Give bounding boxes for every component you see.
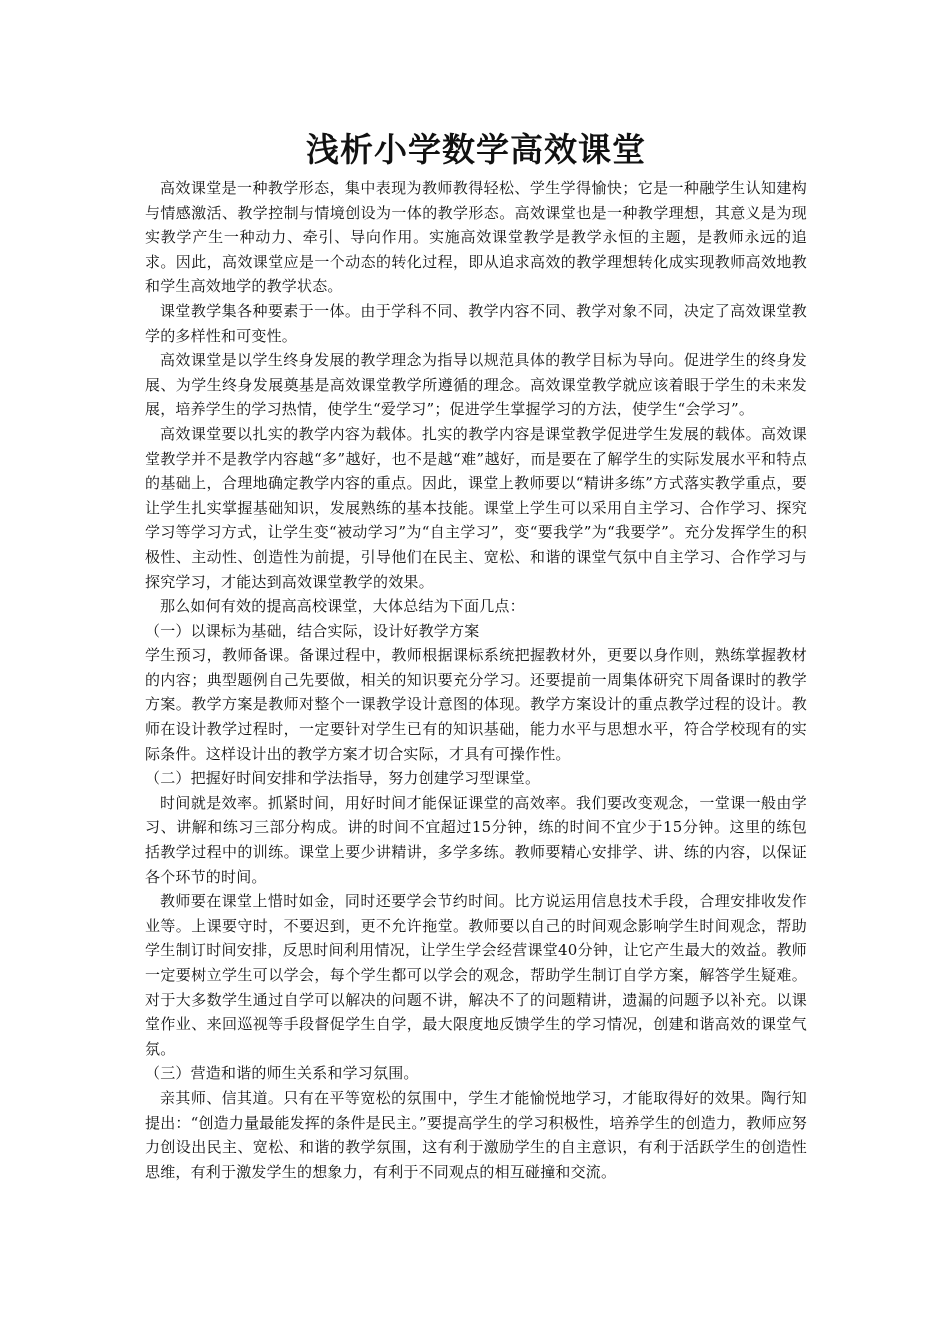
paragraph-section-2a: 时间就是效率。抓紧时间，用好时间才能保证课堂的高效率。我们要改变观念，一堂课一般由学习、讲解和练习三部分构成。讲的时间不宜超过15分钟，练的时间不宜少于15分钟。这里的练包括教学过程中的训练。课堂上要少讲精讲，多学多练。教师要精心安排学、讲、练的内容，以保证各个环节的时间。 bbox=[145, 793, 807, 886]
section-heading-2: （二）把握好时间安排和学法指导，努力创建学习型课堂。 bbox=[145, 769, 541, 788]
paragraph-summary: 那么如何有效的提高高校课堂，大体总结为下面几点： bbox=[160, 597, 525, 616]
document-title: 浅析小学数学高效课堂 bbox=[306, 130, 646, 169]
paragraph-section-1: 学生预习，教师备课。备课过程中，教师根据课标系统把握教材外，更要以身作则，熟练掌握教材的内容；典型题例自己先要做，相关的知识要充分学习。还要提前一周集体研究下周备课时的教学方案。教学方案是教师对整个一课教学设计意图的体现。教学方案设计的重点教学过程的设计。教师在设计教学过程时，一定要针对学生已有的知识基础，能力水平与思想水平，符合学校现有的实际条件。这样设计出的教学方案才切合实际，才具有可操作性。 bbox=[145, 646, 807, 763]
section-heading-3: （三）营造和谐的师生关系和学习氛围。 bbox=[145, 1064, 419, 1083]
paragraph-section-3: 亲其师、信其道。只有在平等宽松的氛围中，学生才能愉悦地学习，才能取得好的效果。陶行知提出：“创造力量最能发挥的条件是民主。”要提高学生的学习积极性，培养学生的创造力，教师应努力创设出民主、宽松、和谐的教学氛围，这有利于激励学生的自主意识，有利于活跃学生的创造性思维，有利于激发学生的想象力，有利于不同观点的相互碰撞和交流。 bbox=[145, 1088, 807, 1181]
document-page bbox=[145, 128, 807, 1184]
document-body bbox=[145, 176, 807, 1184]
paragraph-section-2b: 教师要在课堂上惜时如金，同时还要学会节约时间。比方说运用信息技术手段，合理安排收发作业等。上课要守时，不要迟到，更不允许拖堂。教师要以自己的时间观念影响学生时间观念，帮助学生制订时间安排，反思时间利用情况，让学生学会经营课堂40分钟，让它产生最大的效益。教师一定要树立学生可以学会，每个学生都可以学会的观念，帮助学生制订自学方案，解答学生疑难。对于大多数学生通过自学可以解决的问题不讲，解决不了的问题精讲，遗漏的问题予以补充。以课堂作业、来回巡视等手段督促学生自学，最大限度地反馈学生的学习情况，创建和谐高效的课堂气氛。 bbox=[145, 892, 807, 1058]
paragraph-intro: 高效课堂是一种教学形态，集中表现为教师教得轻松、学生学得愉快；它是一种融学生认知建构与情感激活、教学控制与情境创设为一体的教学形态。高效课堂也是一种教学理想，其意义是为现实教学产生一种动力、牵引、导向作用。实施高效课堂教学是教学永恒的主题，是教师永远的追求。因此，高效课堂应是一个动态的转化过程，即从追求高效的教学理想转化成实现教师高效地教和学生高效地学的教学状态。 bbox=[145, 179, 807, 296]
paragraph-content: 高效课堂要以扎实的教学内容为载体。扎实的教学内容是课堂教学促进学生发展的载体。高效课堂教学并不是教学内容越“多”越好，也不是越“难”越好，而是要在了解学生的实际发展水平和特点的基础上，合理地确定教学内容的重点。因此，课堂上教师要以“精讲多练”方式落实教学重点，要让学生扎实掌握基础知识，发展熟练的基本技能。课堂上学生可以采用自主学习、合作学习、探究学习等学习方式，让学生变“被动学习”为“自主学习”，变“要我学”为“我要学”。充分发挥学生的积极性、主动性、创造性为前提，引导他们在民主、宽松、和谐的课堂气氛中自主学习、合作学习与探究学习，才能达到高效课堂教学的效果。 bbox=[145, 424, 807, 591]
section-heading-1: （一）以课标为基础，结合实际，设计好教学方案 bbox=[145, 621, 480, 640]
paragraph-lifelong: 高效课堂是以学生终身发展的教学理念为指导以规范具体的教学目标为导向。促进学生的终身发展、为学生终身发展奠基是高效课堂教学所遵循的理念。高效课堂教学就应该着眼于学生的未来发展，培养学生的学习热情，使学生“爱学习”；促进学生掌握学习的方法，使学生“会学习”。 bbox=[145, 351, 807, 419]
paragraph-elements: 课堂教学集各种要素于一体。由于学科不同、教学内容不同、教学对象不同，决定了高效课堂教学的多样性和可变性。 bbox=[145, 301, 807, 345]
